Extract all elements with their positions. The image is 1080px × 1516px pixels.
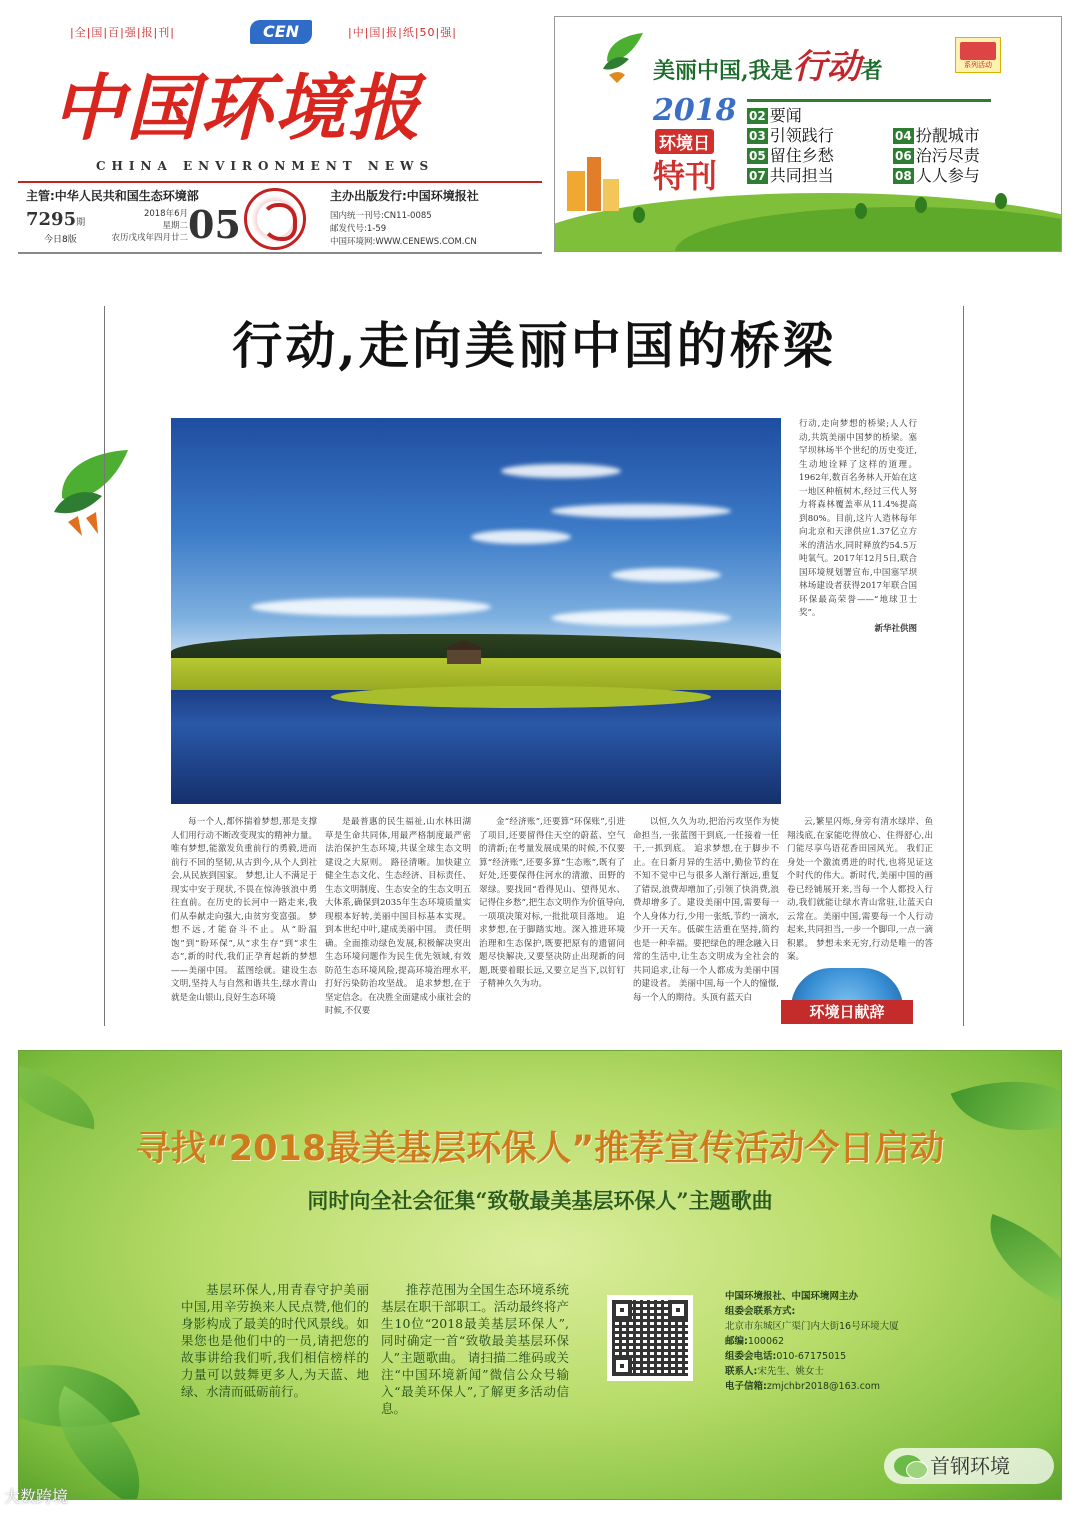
contact-person-row — [725, 1364, 945, 1379]
contact-postcode-row — [725, 1334, 945, 1349]
qr-finder — [612, 1300, 632, 1320]
cloud — [251, 598, 491, 616]
leaf-decoration — [18, 1063, 103, 1130]
badge-caption: 系列活动 — [964, 61, 992, 69]
green-leaf-logo-icon — [599, 31, 645, 85]
date-line: 2018年6月 — [143, 209, 188, 219]
toc-item[interactable] — [747, 163, 834, 186]
grass-island — [331, 686, 711, 708]
cloud — [611, 568, 721, 582]
website: 中国环境网:WWW.CENEWS.COM.CN — [330, 237, 477, 247]
issue-unit: 期 — [76, 218, 86, 228]
date-block — [92, 208, 188, 244]
email-value[interactable]: zmjchbr2018@163.com — [766, 1381, 880, 1392]
masthead-divider — [18, 181, 542, 183]
contact-address: 北京市东城区广渠门内大街16号环境大厦 — [725, 1321, 899, 1332]
masthead-bottom-rule — [18, 252, 542, 254]
badge-seal — [960, 42, 996, 60]
weekday: 星期二 — [162, 221, 188, 231]
edition-label: 环境日 — [655, 129, 714, 154]
tree-illustration — [995, 193, 1007, 209]
campaign-title: 寻找“2018最美基层环保人”推荐宣传活动今日启动 — [135, 1129, 945, 1169]
cloud — [501, 464, 621, 478]
toc-title: 治污尽责 — [915, 146, 980, 165]
building-illustration — [567, 171, 585, 211]
paper-name: 中国环境报 — [52, 66, 423, 150]
campaign-details: 推荐范围为全国生态环境系统基层在职干部职工。活动最终将产生10位“2018最美基层环保人”,同时确定一首“致敬最美基层环保人”主题歌曲。 请扫描二维码或关注“中国环境新闻”微信公众号输入“最美环保人”,了解更多活动信息。 — [381, 1282, 569, 1416]
masthead-sponsor: 主管:中华人民共和国生态环境部 — [26, 189, 199, 203]
corner-watermark: 大数跨境 — [4, 1487, 69, 1506]
photo-credit: 新华社供图 — [874, 623, 917, 634]
caption-text: 行动,走向梦想的桥梁;人人行动,共筑美丽中国梦的桥梁。塞罕坝林场半个世纪的历史变迁,生动地诠释了这样的道理。 1962年,数百名务林人开始在这一地区种植树木,经过三代人努力将森林覆盖率从11.4%提高到80%。目前,这片人造林每年向北京和天津供应1.37亿立方米的清洁水,同时释放约54.5万吨氧气。2017年12月5日,联合国环境规划署宣布,中国塞罕坝林场建设者获得2017年联合国环保最高荣誉——“地球卫士奖”。 — [799, 419, 917, 618]
leaf-decoration — [972, 1214, 1062, 1308]
cloud — [551, 504, 731, 518]
toc-title: 引领践行 — [769, 126, 834, 145]
toc-page-number: 06 — [895, 149, 912, 163]
tree-illustration — [855, 203, 867, 219]
article-column: 是最普惠的民生福祉,山水林田湖草是生命共同体,用最严格制度最严密法治保护生态环境,共谋全球生态文明建设之大原则。 路径清晰。加快建立健全生态文化、生态经济、目标责任、生态文明制度、生态安全的生态文明五大体系,确保到2035年生态环境质量实现根本好转,美丽中国目标基本实现。到本世纪中叶,建成美丽中国。 责任明确。全面推动绿色发展,积极解决突出生态环境问题作为民生优先领域,有效防范生态环境风险,提高环境治理水平,打好污染防治攻坚战。 追求梦想,在于坚定信念。在决胜全面建成小康社会的时候,不仅要 — [325, 817, 471, 1016]
slogan-action: 行动 — [792, 47, 861, 87]
watermark-text: 首钢环境 — [930, 1454, 1010, 1478]
toc-title: 共同担当 — [769, 166, 834, 185]
article-headline: 行动,走向美丽中国的桥梁 — [232, 316, 836, 375]
toc-page-number: 07 — [749, 169, 766, 183]
toc-page-number: 02 — [749, 109, 766, 123]
edition-special: 特刊 — [653, 157, 718, 195]
tree-illustration — [633, 207, 645, 223]
masthead — [18, 16, 542, 254]
campaign-badge-icon — [955, 37, 1001, 73]
slogan-part-c: 者 — [860, 58, 883, 84]
toc-page-number: 04 — [895, 129, 912, 143]
building-illustration — [603, 179, 619, 211]
wetland-photo — [171, 418, 781, 804]
contact-heading: 组委会联系方式: — [725, 1306, 796, 1317]
toc-title: 扮靓城市 — [915, 126, 980, 145]
wechat-icon — [894, 1455, 922, 1477]
phone-label: 组委会电话: — [725, 1351, 777, 1362]
lunar-date: 农历戊戌年四月廿二 — [111, 233, 188, 243]
cen-logo: CEN — [250, 20, 312, 44]
contact-info — [725, 1289, 945, 1394]
person-value: 宋先生、姚女士 — [757, 1366, 824, 1377]
toc-page-number: 05 — [749, 149, 766, 163]
edition-year: 2018 — [653, 93, 737, 128]
masthead-tag-right: |中|国|报|纸|50|强| — [348, 26, 457, 39]
article-column: 云,繁星闪烁,身旁有清水绿岸、鱼翔浅底,在家能吃得放心、住得舒心,出门能尽享鸟语花香田园风光。 我们正身处一个激流勇进的时代,也将见证这个时代的伟大。新时代,美丽中国的画卷已经铺展开来,当每一个人都投入行动,我们就能让绿水青山常驻,让蓝天白云常在。美丽中国,需要每一个人行动起来,共同担当,一步一个脚印,一点一滴积累。 梦想未来无穷,行动是唯一的答案。 — [787, 817, 933, 962]
toc-title: 留住乡愁 — [769, 146, 834, 165]
day-number: 05 — [188, 202, 241, 247]
special-edition-banner — [554, 16, 1062, 252]
toc-rule — [747, 99, 991, 102]
toc-page-number: 03 — [749, 129, 766, 143]
lead-article — [104, 306, 964, 1026]
pavilion-roof — [441, 640, 487, 650]
tree-illustration — [915, 197, 927, 213]
globe-badge — [781, 968, 913, 1024]
article-column: 金“经济账”,还要算“环保账”,引进了项目,还要留得住天空的蔚蓝、空气的清新;在考量发展成果的时候,不仅要算“经济账”,还要多算“生态账”,既有了好处,还要保得住河水的清澈、田野的翠绿。要找回“看得见山、望得见水、记得住乡愁”,把生态文明作为价值导向,一项项决策对标,一批批项目落地。 追求梦想,在于脚踏实地。深入推进环境治理和生态保护,既要把原有的遗留问题尽快解决,又要坚决防止出现新的问题,既要着眼长远,又要立足当下,以钉钉子精神久久为功。 — [479, 817, 625, 989]
issue-number — [26, 209, 85, 230]
qr-pattern — [612, 1300, 688, 1376]
issue-number-value: 7295 — [26, 209, 77, 230]
campaign-subtitle: 同时向全社会征集“致敬最美基层环保人”主题歌曲 — [307, 1188, 773, 1213]
person-label: 联系人: — [725, 1366, 758, 1377]
email-label: 电子信箱: — [725, 1381, 767, 1392]
campaign-advert — [18, 1050, 1062, 1500]
contact-host: 中国环境报社、中国环境网主办 — [725, 1291, 859, 1302]
paper-emblem-icon — [244, 188, 306, 250]
photo-caption — [799, 418, 917, 636]
building-illustration — [587, 157, 601, 211]
qr-finder — [668, 1300, 688, 1320]
paper-name-english: CHINA ENVIRONMENT NEWS — [96, 159, 435, 173]
slogan-part-a: 美丽中国,我是 — [653, 58, 793, 84]
cloud — [551, 610, 731, 626]
page-count: 今日8版 — [44, 235, 77, 245]
qr-code-icon[interactable] — [607, 1295, 693, 1381]
toc-page-number: 08 — [895, 169, 912, 183]
postal-code: 邮发代号:1-59 — [330, 224, 387, 234]
toc-title: 人人参与 — [915, 166, 980, 185]
cloud — [471, 530, 571, 544]
phone-value: 010-67175015 — [776, 1351, 847, 1362]
environment-day-label: 环境日献辞 — [781, 1000, 913, 1024]
masthead-tag-left: |全|国|百|强|报|刊| — [70, 26, 175, 39]
toc-title: 要闻 — [769, 106, 802, 125]
article-column: 以恒,久久为功,把治污攻坚作为使命担当,一张蓝图干到底,一任接着一任干,一抓到底。 追求梦想,在于脚步不止。在日新月异的生活中,勤俭节约在不知不觉中已与很多人渐行渐远,重复了错误,浪费却增加了;引领了快消费,浪费却增多了。建设美丽中国,需要每一个人身体力行,少用一张纸,节约一滴水,少开一天车。低碳生活重在坚持,简约也是一种幸福。要把绿色的理念融入日常的生活中,让生态文明成为全社会的共同追求,让每一个人都成为美丽中国的建设者。 美丽中国,每一个人的憧憬,每一个人的期待。头顶有蓝天白 — [633, 817, 779, 1003]
publication-info — [330, 210, 477, 249]
campaign-intro: 基层环保人,用青春守护美丽中国,用辛劳换来人民点赞,他们的身影构成了最美的时代风景线。如果您也是他们中的一员,请把您的故事讲给我们听,我们相信榜样的力量可以鼓舞更多人,为天蓝、地绿、水清而砥砺前行。 — [181, 1282, 369, 1399]
table-of-contents — [747, 99, 991, 185]
postcode-label: 邮编: — [725, 1336, 748, 1347]
article-column: 每一个人,都怀揣着梦想,那是支撑人们用行动不断改变现实的精神力量。唯有梦想,能激发负重前行的勇毅,进而前行不回的坚韧,从古到今,从个人到社会,从民族到国家。 梦想,让人不满足于现实中安于现状,不畏在惊涛骇浪中勇往直前。在历史的长河中一路走来,我们从奉献走向强大,由贫穷变富强。 梦想不远,才能奋斗不止。从“盼温饱”到“盼环保”,从“求生存”到“求生态”,新的时代,我们正孕育起新的梦想——美丽中国。 蓝图绘就。建设生态文明,坚持人与自然和谐共生,绿水青山就是金山银山,良好生态环境 — [171, 817, 317, 1003]
publisher: 主办出版发行:中国环境报社 — [330, 189, 479, 203]
qr-finder — [612, 1356, 632, 1376]
pavilion-body — [447, 650, 481, 664]
contact-phone-row — [725, 1349, 945, 1364]
pavilion-icon — [441, 640, 487, 666]
contact-email-row — [725, 1379, 945, 1394]
postcode-value: 100062 — [747, 1336, 785, 1347]
special-slogan — [653, 39, 883, 88]
toc-item[interactable] — [893, 163, 980, 186]
serial-number: 国内统一刊号:CN11-0085 — [330, 211, 432, 221]
wechat-watermark — [884, 1448, 1054, 1484]
